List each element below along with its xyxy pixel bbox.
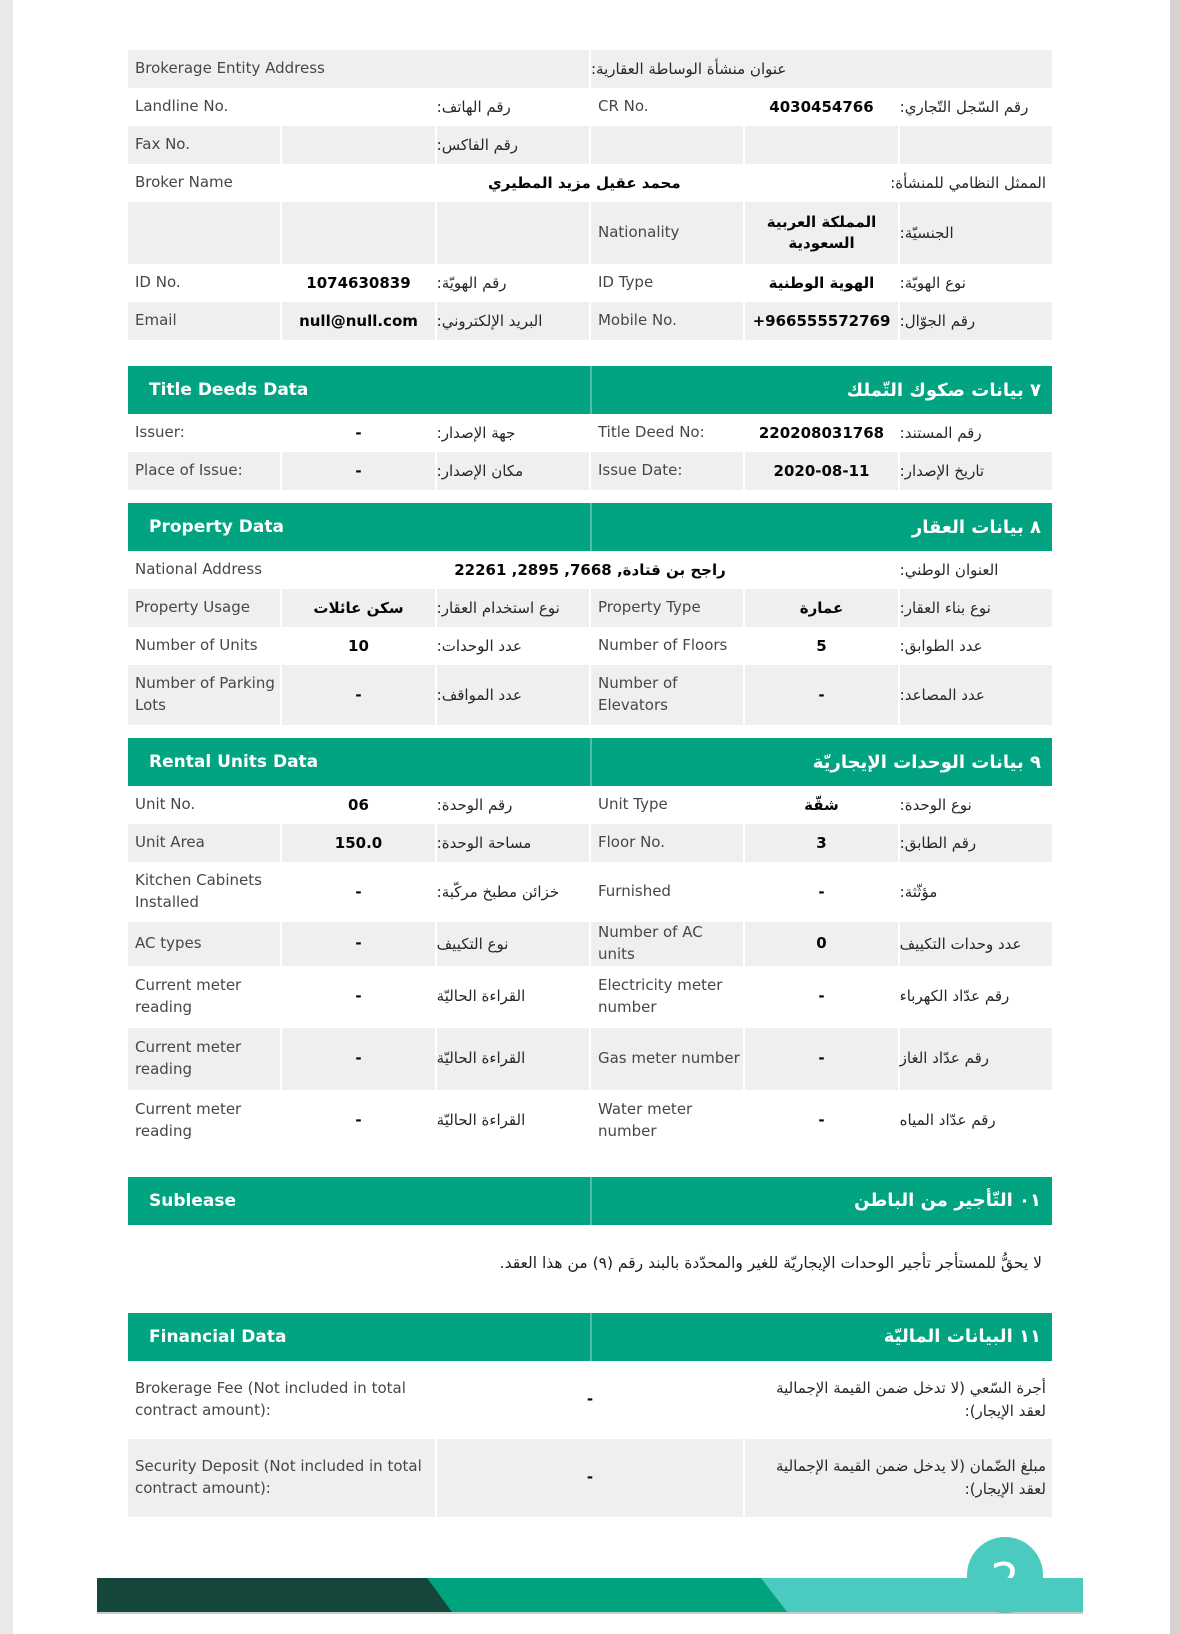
label-ar-brokerage-address: عنوان منشأة الوساطة العقارية: (591, 50, 1052, 88)
value-landline (282, 88, 434, 126)
value-email: null@null.com (282, 302, 434, 340)
section-title-ar: ٨ بيانات العقار (911, 516, 1041, 538)
value-place-of-issue: - (282, 452, 434, 490)
table-row (128, 202, 1052, 264)
cell-empty (745, 126, 897, 164)
label-ar-number-of-floors: عدد الطوابق: (899, 636, 983, 655)
label-ar-meter-reading: القراءة الحاليّة (437, 1028, 589, 1090)
value-brokerage-fee: - (586, 1390, 594, 1409)
value-nationality: المملكة العربية السعودية (745, 202, 897, 264)
label-ar-security-deposit: مبلغ الضّمان (لا يدخل ضمن القيمة الإجمالية لعقد الإيجار): (745, 1439, 1052, 1517)
label-ar-issue-date: تاريخ الإصدار: (900, 452, 1052, 490)
label-en-unit-type: Unit Type (597, 795, 668, 814)
label-ar-meter-reading: القراءة الحاليّة (436, 1111, 526, 1130)
table-row (128, 302, 1052, 340)
label-ar-ac-types: نوع التكييف (437, 922, 589, 966)
label-en-meter-reading: Current meter reading (135, 1099, 242, 1140)
label-en-landline: Landline No. (135, 97, 229, 116)
label-ar-number-of-units: عدد الوحدات: (436, 636, 522, 655)
value-ac-types: - (282, 922, 434, 966)
label-en-meter-reading: Current meter reading (135, 975, 242, 1016)
value-property-usage: سكن عائلات (282, 589, 434, 627)
label-ar-broker-name: الممثل النظامي للمنشأة: (890, 173, 1046, 192)
label-en-unit-area: Unit Area (128, 824, 280, 862)
table-row (128, 1028, 1052, 1090)
table-row (128, 862, 1052, 922)
value-national-address: راجح بن قتادة, 7668, 2895, 22261 (454, 560, 726, 579)
label-ar-place-of-issue: مكان الإصدار: (437, 452, 589, 490)
label-en-furnished: Furnished (597, 882, 671, 901)
label-en-brokerage-fee: Brokerage Fee (Not included in total contract amount): (135, 1379, 406, 1419)
value-gas-meter: - (745, 1028, 897, 1090)
label-en-floor-no: Floor No. (591, 824, 743, 862)
label-ar-property-type: نوع بناء العقار: (900, 589, 1052, 627)
value-gas-reading: - (282, 1028, 434, 1090)
value-cr-no: 4030454766 (769, 97, 874, 116)
table-row (128, 264, 1052, 302)
label-en-security-deposit: Security Deposit (Not included in total contract amount): (128, 1439, 435, 1517)
table-row (128, 665, 1052, 725)
table-row (128, 627, 1052, 665)
value-number-of-floors: 5 (816, 636, 827, 655)
label-en-ac-units: Number of AC units (591, 922, 743, 966)
table-row (128, 452, 1052, 490)
footer-ribbon-dark-segment (97, 1578, 452, 1612)
value-issuer: - (355, 423, 362, 442)
section-title-ar: ٧ بيانات صكوك التّملك (846, 379, 1041, 401)
value-water-meter: - (818, 1111, 825, 1129)
label-en-ac-types: AC types (128, 922, 280, 966)
section-header-financial (128, 1313, 1052, 1361)
section-title-en: Sublease (149, 1190, 236, 1211)
section-header-sublease (128, 1177, 1052, 1225)
label-en-id-no: ID No. (135, 273, 181, 292)
section-title-en: Rental Units Data (149, 752, 319, 772)
header-divider (590, 1177, 592, 1225)
label-en-number-of-units: Number of Units (135, 636, 258, 655)
contact-table (128, 50, 1052, 340)
label-en-fax: Fax No. (128, 126, 280, 164)
label-ar-cr-no: رقم السّجل التّجاري: (899, 97, 1029, 116)
label-en-electricity-meter: Electricity meter number (597, 975, 723, 1016)
section-header-title-deeds (128, 366, 1052, 414)
label-en-elevators: Number of Elevators (591, 665, 743, 725)
table-row (128, 164, 1052, 202)
label-en-parking-lots: Number of Parking Lots (128, 665, 280, 725)
label-ar-elevators: عدد المصاعد: (900, 665, 1052, 725)
value-broker-name: محمد عقيل مزيد المطيري (488, 173, 681, 192)
value-title-deed-no: 220208031768 (758, 423, 885, 442)
financial-section (128, 1313, 1052, 1517)
table-row (128, 50, 1052, 88)
value-number-of-units: 10 (348, 636, 369, 655)
label-ar-kitchen-cabinets: خزائن مطبخ مركّبة: (436, 882, 560, 901)
table-row (128, 786, 1052, 824)
header-divider (590, 738, 592, 786)
label-en-national-address: National Address (135, 560, 263, 579)
cell-empty (128, 202, 280, 264)
table-row (128, 589, 1052, 627)
section-title-en: Title Deeds Data (149, 380, 309, 400)
value-id-no: 1074630839 (306, 273, 411, 292)
rental-units-section (128, 738, 1052, 1152)
page-edge-left (0, 0, 13, 1634)
value-unit-no: 06 (348, 795, 369, 814)
label-ar-fax: رقم الفاكس: (437, 126, 589, 164)
label-en-gas-meter: Gas meter number (591, 1028, 743, 1090)
label-en-property-usage: Property Usage (128, 589, 280, 627)
label-en-place-of-issue: Place of Issue: (128, 452, 280, 490)
value-security-deposit: - (437, 1439, 744, 1517)
label-ar-parking-lots: عدد المواقف: (437, 665, 589, 725)
value-ac-units: 0 (745, 922, 897, 966)
label-en-meter-reading: Current meter reading (128, 1028, 280, 1090)
page-edge-right (1170, 0, 1179, 1634)
header-divider (590, 503, 592, 551)
cell-empty (282, 126, 434, 164)
header-divider (590, 1313, 592, 1361)
table-row (128, 414, 1052, 452)
label-ar-id-no: رقم الهويّة: (436, 273, 507, 292)
value-furnished: - (818, 882, 825, 901)
cell-empty (900, 126, 1052, 164)
label-en-number-of-floors: Number of Floors (597, 636, 728, 655)
section-title-ar: ١١ البيانات الماليّة (883, 1326, 1041, 1348)
label-ar-unit-area: مساحة الوحدة: (437, 824, 589, 862)
value-electricity-reading: - (355, 987, 362, 1005)
header-divider (590, 366, 592, 414)
table-row (128, 1439, 1052, 1517)
table-row (128, 551, 1052, 589)
label-ar-electricity-meter: رقم عدّاد الكهرباء (899, 987, 1010, 1006)
label-en-broker-name: Broker Name (135, 173, 233, 192)
value-mobile: +966555572769 (745, 302, 897, 340)
section-title-en: Financial Data (149, 1326, 287, 1347)
table-row (128, 922, 1052, 966)
value-elevators: - (745, 665, 897, 725)
sublease-clause-text: لا يحقُّ للمستأجر تأجير الوحدات الإيجاريّة للغير والمحدّدة بالبند رقم (٩) من هذا العقد. (499, 1253, 1042, 1272)
sublease-section (128, 1177, 1052, 1275)
label-ar-national-address: العنوان الوطني: (899, 560, 999, 579)
label-en-issue-date: Issue Date: (591, 452, 743, 490)
label-ar-id-type: نوع الهويّة: (899, 273, 966, 292)
label-en-water-meter: Water meter number (597, 1099, 693, 1140)
label-en-kitchen-cabinets: Kitchen Cabinets Installed (135, 871, 262, 911)
section-title-ar: ٠١ التّأجير من الباطن (854, 1190, 1041, 1211)
value-id-type: الهوية الوطنية (768, 273, 875, 292)
label-ar-unit-type: نوع الوحدة: (899, 795, 972, 814)
label-en-email: Email (128, 302, 280, 340)
label-en-cr-no: CR No. (597, 97, 649, 116)
page-content (128, 50, 1052, 1517)
section-title-en: Property Data (149, 517, 284, 537)
label-ar-nationality: الجنسيّة: (900, 202, 1052, 264)
value-kitchen-cabinets: - (355, 882, 362, 901)
label-en-mobile: Mobile No. (591, 302, 743, 340)
label-en-issuer: Issuer: (135, 423, 185, 442)
value-issue-date: 2020-08-11 (745, 452, 897, 490)
label-ar-unit-no: رقم الوحدة: (436, 795, 513, 814)
cell-empty (282, 202, 434, 264)
label-en-brokerage-address: Brokerage Entity Address (128, 50, 589, 88)
value-parking-lots: - (282, 665, 434, 725)
label-ar-ac-units: عدد وحدات التكييف (900, 922, 1052, 966)
label-ar-property-usage: نوع استخدام العقار: (437, 589, 589, 627)
table-row (128, 1090, 1052, 1152)
label-ar-brokerage-fee: أجرة السّعي (لا تدخل ضمن القيمة الإجمالية لعقد الإيجار): (776, 1379, 1046, 1420)
value-property-type: عمارة (745, 589, 897, 627)
label-ar-landline: رقم الهاتف: (436, 97, 511, 116)
section-header-rental-units (128, 738, 1052, 786)
label-ar-title-deed-no: رقم المستند: (899, 423, 982, 442)
label-ar-email: البريد الإلكتروني: (437, 302, 589, 340)
label-ar-issuer: جهة الإصدار: (436, 423, 516, 442)
title-deeds-section (128, 366, 1052, 490)
label-ar-furnished: مؤثّثة: (899, 882, 938, 901)
value-electricity-meter: - (818, 987, 825, 1005)
label-ar-floor-no: رقم الطابق: (900, 824, 1052, 862)
label-ar-gas-meter: رقم عدّاد الغاز (900, 1028, 1052, 1090)
label-ar-mobile: رقم الجوّال: (900, 302, 1052, 340)
cell-empty (591, 126, 743, 164)
value-unit-area: 150.0 (282, 824, 434, 862)
property-section (128, 503, 1052, 725)
footer-ribbon (97, 1578, 1083, 1612)
label-en-property-type: Property Type (591, 589, 743, 627)
label-en-title-deed-no: Title Deed No: (597, 423, 705, 442)
value-water-reading: - (355, 1111, 362, 1129)
value-floor-no: 3 (745, 824, 897, 862)
value-unit-type: شقّة (804, 795, 839, 814)
table-row (128, 966, 1052, 1028)
section-title-ar: ٩ بيانات الوحدات الإيجاريّة (812, 751, 1041, 773)
label-ar-water-meter: رقم عدّاد المياه (899, 1111, 996, 1130)
table-row (128, 1361, 1052, 1439)
table-row (128, 126, 1052, 164)
label-en-nationality: Nationality (591, 202, 743, 264)
label-ar-meter-reading: القراءة الحاليّة (436, 987, 526, 1006)
cell-empty (437, 202, 589, 264)
label-en-id-type: ID Type (597, 273, 654, 292)
section-header-property (128, 503, 1052, 551)
table-row (128, 88, 1052, 126)
table-row (128, 824, 1052, 862)
label-en-unit-no: Unit No. (135, 795, 196, 814)
